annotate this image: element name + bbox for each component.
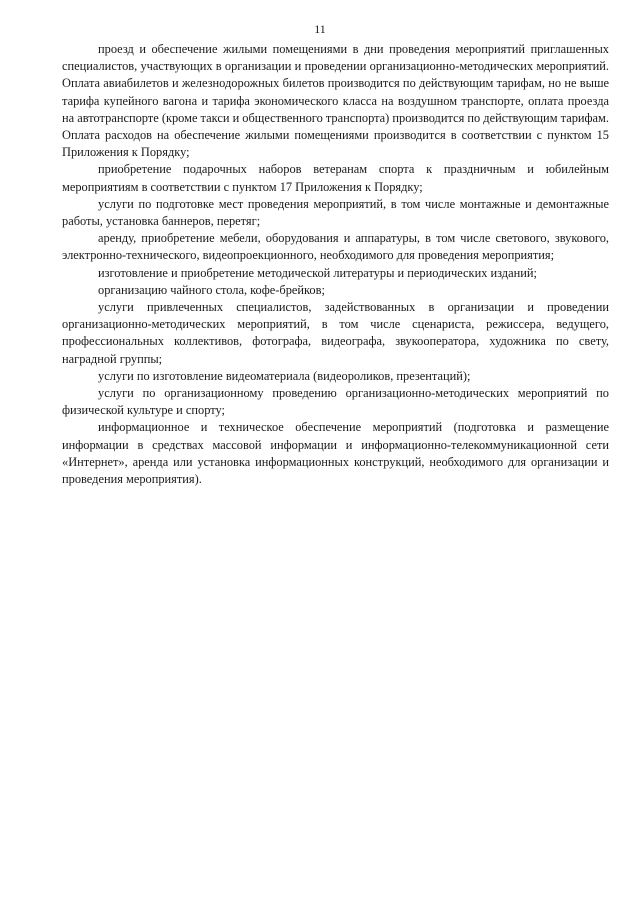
paragraph-equipment-rental: аренду, приобретение мебели, оборудования и аппаратуры, в том числе светового, звукового, электронно-технического, видеопроекционного, необходимого для проведения мероприятия;: [62, 231, 609, 263]
paragraph-venue-preparation: услуги по подготовке мест проведения мероприятий, в том числе монтажные и демонтажные работы, установка баннеров, перетяг;: [62, 196, 609, 229]
paragraph-coffee-breaks: организацию чайного стола, кофе-брейков;: [98, 282, 325, 297]
paragraph-organizational-services: услуги по организационному проведению организационно-методических мероприятий по физической культуре и спорту;: [62, 386, 609, 418]
page-number: 11: [314, 22, 326, 36]
paragraph-information-support: информационное и техническое обеспечение мероприятий (подготовка и размещение информации в средствах массовой информации и информационно-телекоммуникационной сети «Интернет», аренда или установка информационных конструкций, необходимого для организации и проведения мероприятия).: [62, 420, 609, 487]
paragraph-veteran-gifts: приобретение подарочных наборов ветеранам спорта к праздничным и юбилейным мероприятиям в соответствии с пунктом 17 Приложения к Порядку;: [62, 162, 609, 194]
paragraph-travel-accommodation: проезд и обеспечение жилыми помещениями в дни проведения мероприятий приглашенных специалистов, участвующих в организации и проведении организационно-методических мероприятий. Оплата авиабилетов и железнодорожных билетов производится по действующим тарифам, но не выше тарифа купейного вагона и тарифа экономического класса на воздушном транспорте, оплата проезда на автотранспорте (кроме такси и общественного транспорта) производится по действующим тарифам. Оплата расходов на обеспечение жилыми помещениями производится в соответствии с пунктом 15 Приложения к Порядку;: [62, 42, 609, 160]
document-body: [62, 41, 609, 488]
paragraph-literature: изготовление и приобретение методической литературы и периодических изданий;: [98, 265, 537, 280]
paragraph-video-materials: услуги по изготовление видеоматериала (видеороликов, презентаций);: [98, 368, 471, 383]
paragraph-specialists: услуги привлеченных специалистов, задействованных в организации и проведении организационно-методических мероприятий, в том числе сценариста, режиссера, ведущего, профессиональных коллективов, фотографа, видеографа, звукооператора, художника по свету, наградной группы;: [62, 300, 609, 366]
